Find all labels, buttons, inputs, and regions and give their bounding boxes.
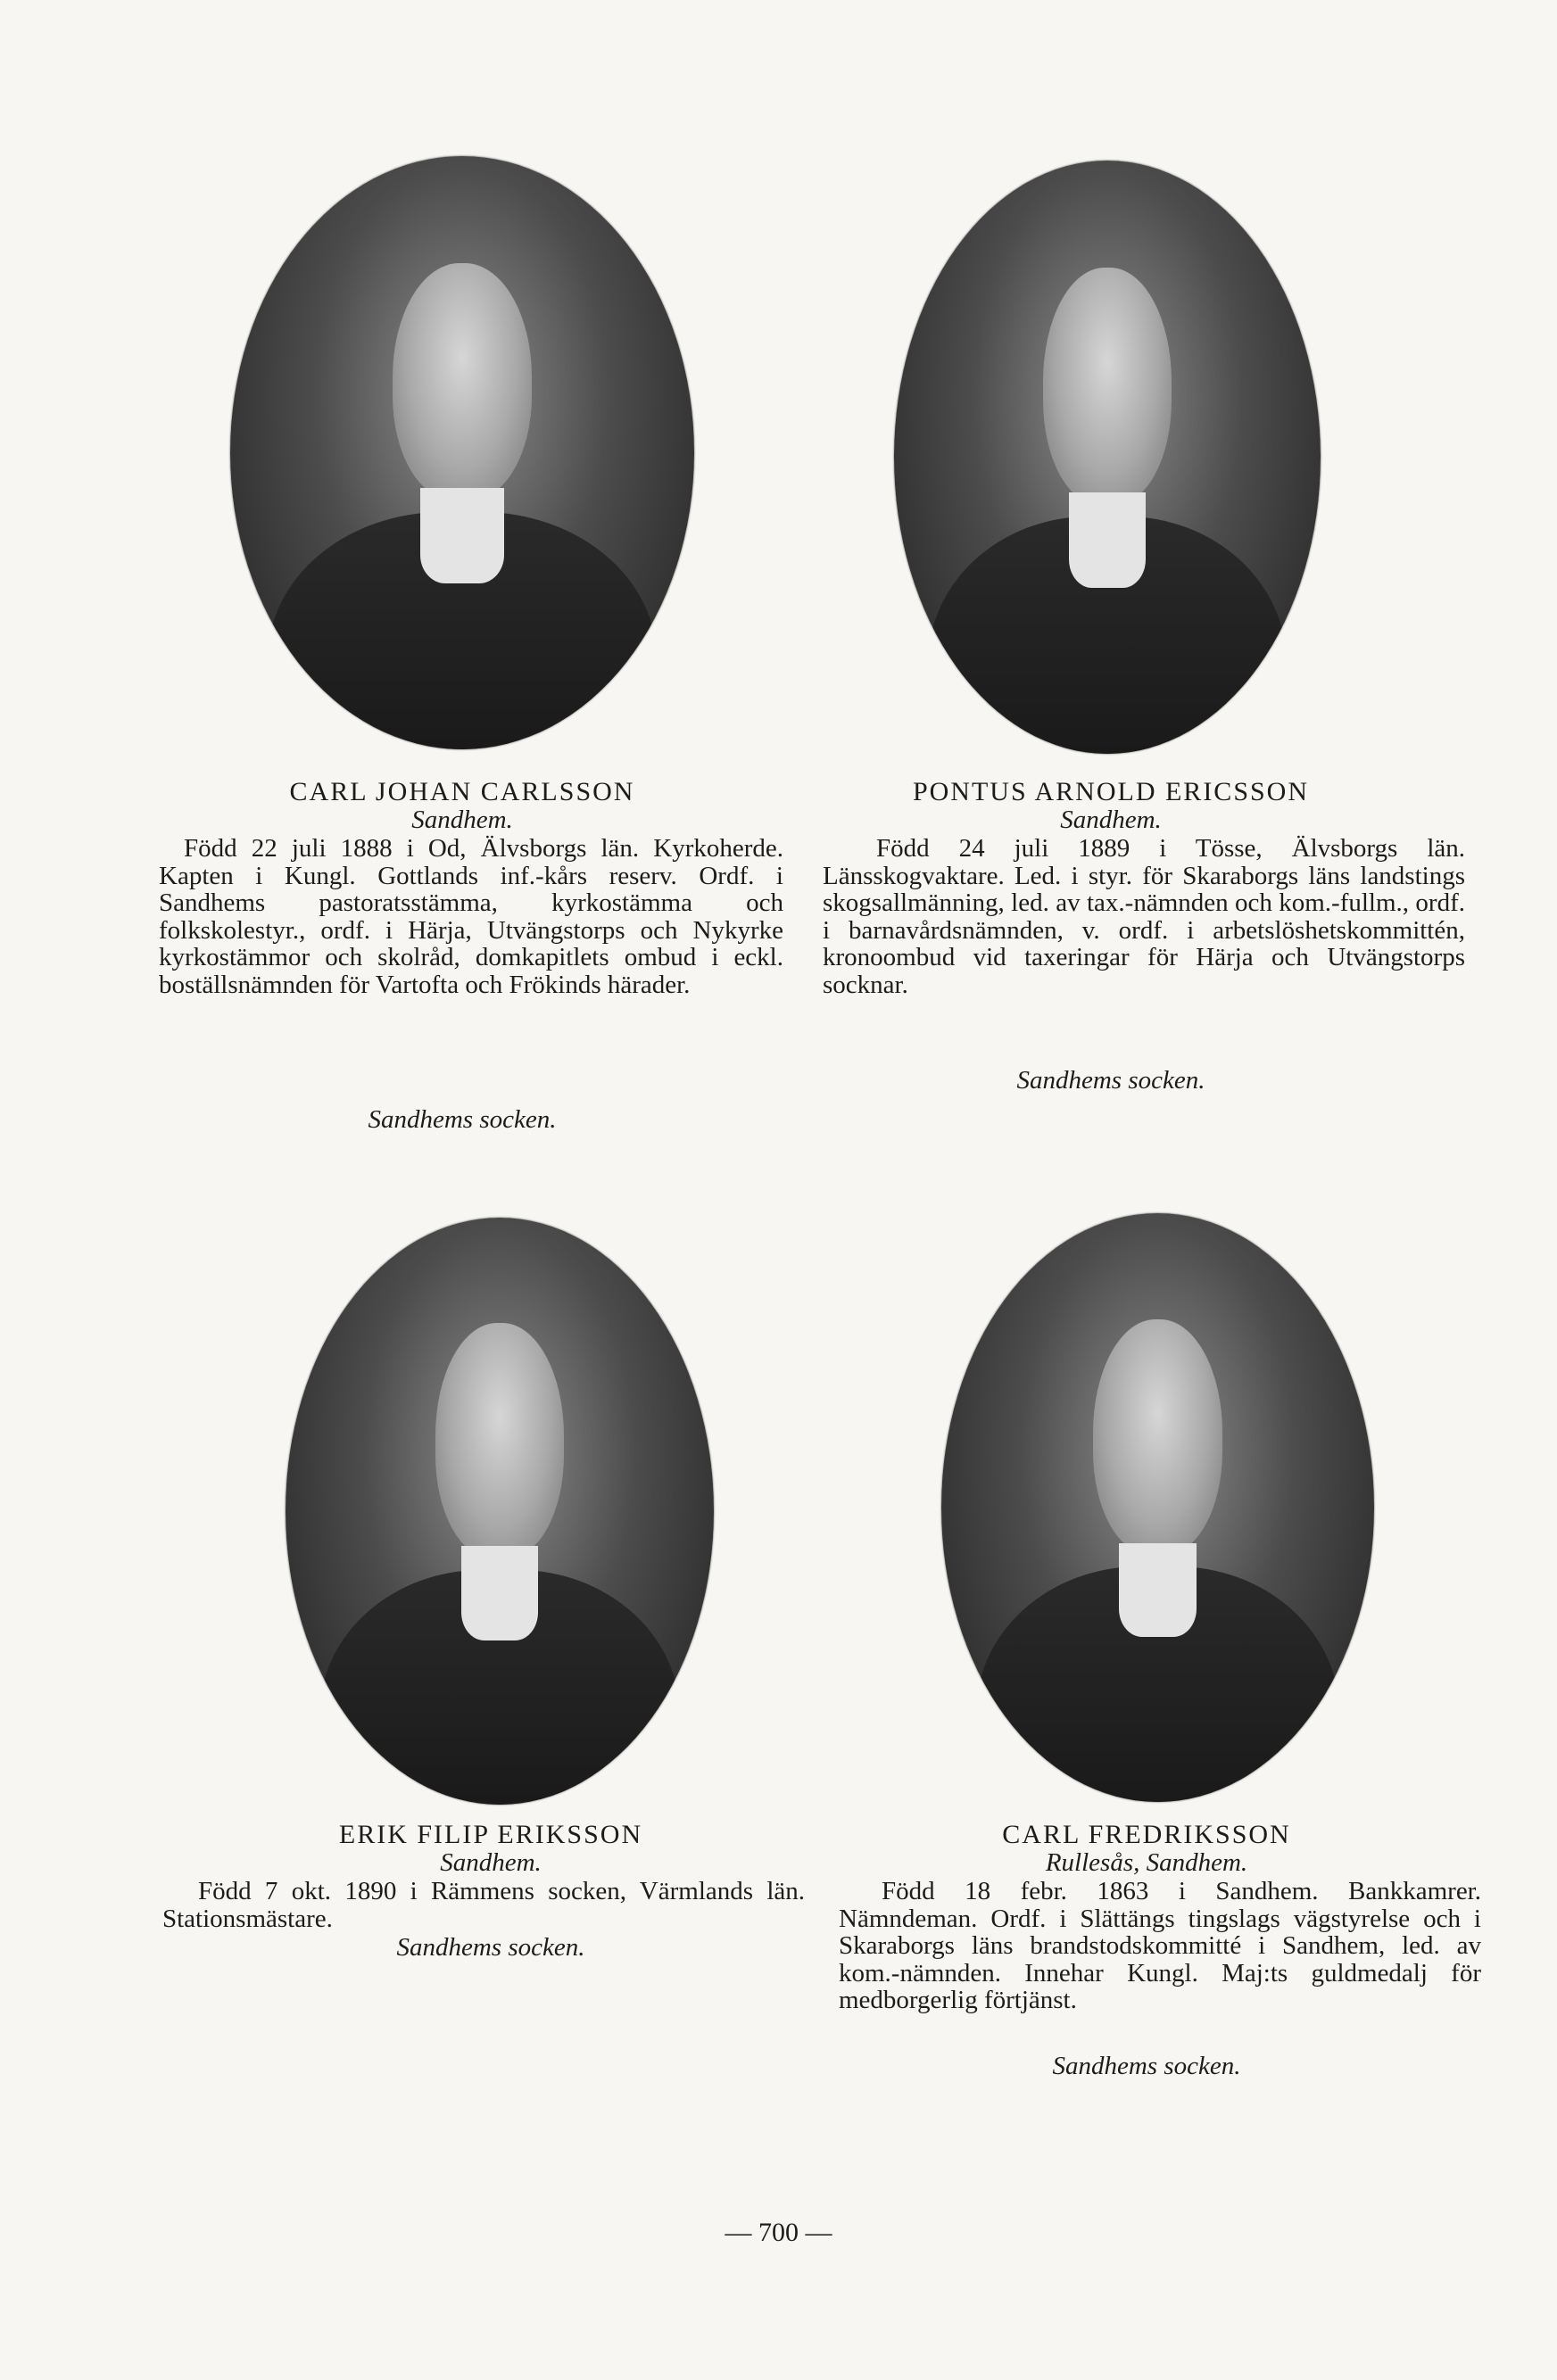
portrait-collar [420, 488, 504, 583]
entry-name: ERIK FILIP ERIKSSON [338, 1820, 643, 1849]
entry-place: Sandhem. [411, 806, 513, 834]
portrait-collar [1119, 1543, 1197, 1638]
portrait-carl-johan-carlsson [230, 156, 694, 749]
page-number: — 700 — [725, 2218, 832, 2247]
entry-name: PONTUS ARNOLD ERICSSON [912, 777, 1310, 806]
entry-name: CARL FREDRIKSSON [1002, 1820, 1291, 1849]
entry-place: Sandhem. [440, 1848, 542, 1877]
portrait-face [435, 1323, 564, 1558]
portrait-collar [1069, 492, 1146, 587]
entry-parish: Sandhems socken. [396, 1933, 585, 1962]
entry-bio: Född 7 okt. 1890 i Rämmens socken, Värmlands län. Stationsmästare. [162, 1877, 805, 1933]
entry-bio: Född 24 juli 1889 i Tösse, Älvsborgs län. Länsskogvaktare. Led. i styr. för Skaraborgs läns landstings skogsallmänning, led. av tax.-nämnden och kom.-fullm., ordf. i barnavårdsnämnden, v. ordf. i arbetslöshetskommittén, kronoombud vid taxeringar för Härja och Utvängstorps socknar. [823, 834, 1465, 999]
portrait-carl-fredriksson [941, 1213, 1374, 1802]
entry-bio: Född 22 juli 1888 i Od, Älvsborgs län. Kyrkoherde. Kapten i Kungl. Gottlands inf.-kårs reserv. Ordf. i Sandhems pastoratsstämma, kyrkostämma och folkskolestyr., ordf. i Härja, Utvängstorps och Nykyrke kyrkostämmor och skolråd, domkapitlets ombud i eckl. boställsnämnden för Vartofta och Frökinds härader. [159, 834, 783, 999]
portrait-face [1043, 268, 1171, 505]
entry-place: Sandhem. [1060, 806, 1162, 834]
entry-parish: Sandhems socken. [1052, 2052, 1241, 2080]
entry-place: Rullesås, Sandhem. [1045, 1848, 1248, 1877]
portrait-face [393, 263, 532, 500]
portrait-pontus-arnold-ericsson [894, 161, 1321, 754]
portrait-erik-filip-eriksson [286, 1218, 714, 1805]
entry-parish: Sandhems socken. [1016, 1066, 1205, 1095]
portrait-collar [461, 1546, 538, 1640]
entry-name: CARL JOHAN CARLSSON [289, 777, 635, 806]
entry-parish: Sandhems socken. [368, 1105, 557, 1134]
entry-bio: Född 18 febr. 1863 i Sandhem. Bankkamrer. Nämndeman. Ordf. i Slättängs tingslags vägstyrelse och i Skaraborgs läns brandstodskommitté i Sandhem, led. av kom.-nämnden. Innehar Kungl. Maj:ts guldmedalj för medborgerlig förtjänst. [839, 1877, 1481, 2014]
portrait-face [1093, 1319, 1223, 1555]
